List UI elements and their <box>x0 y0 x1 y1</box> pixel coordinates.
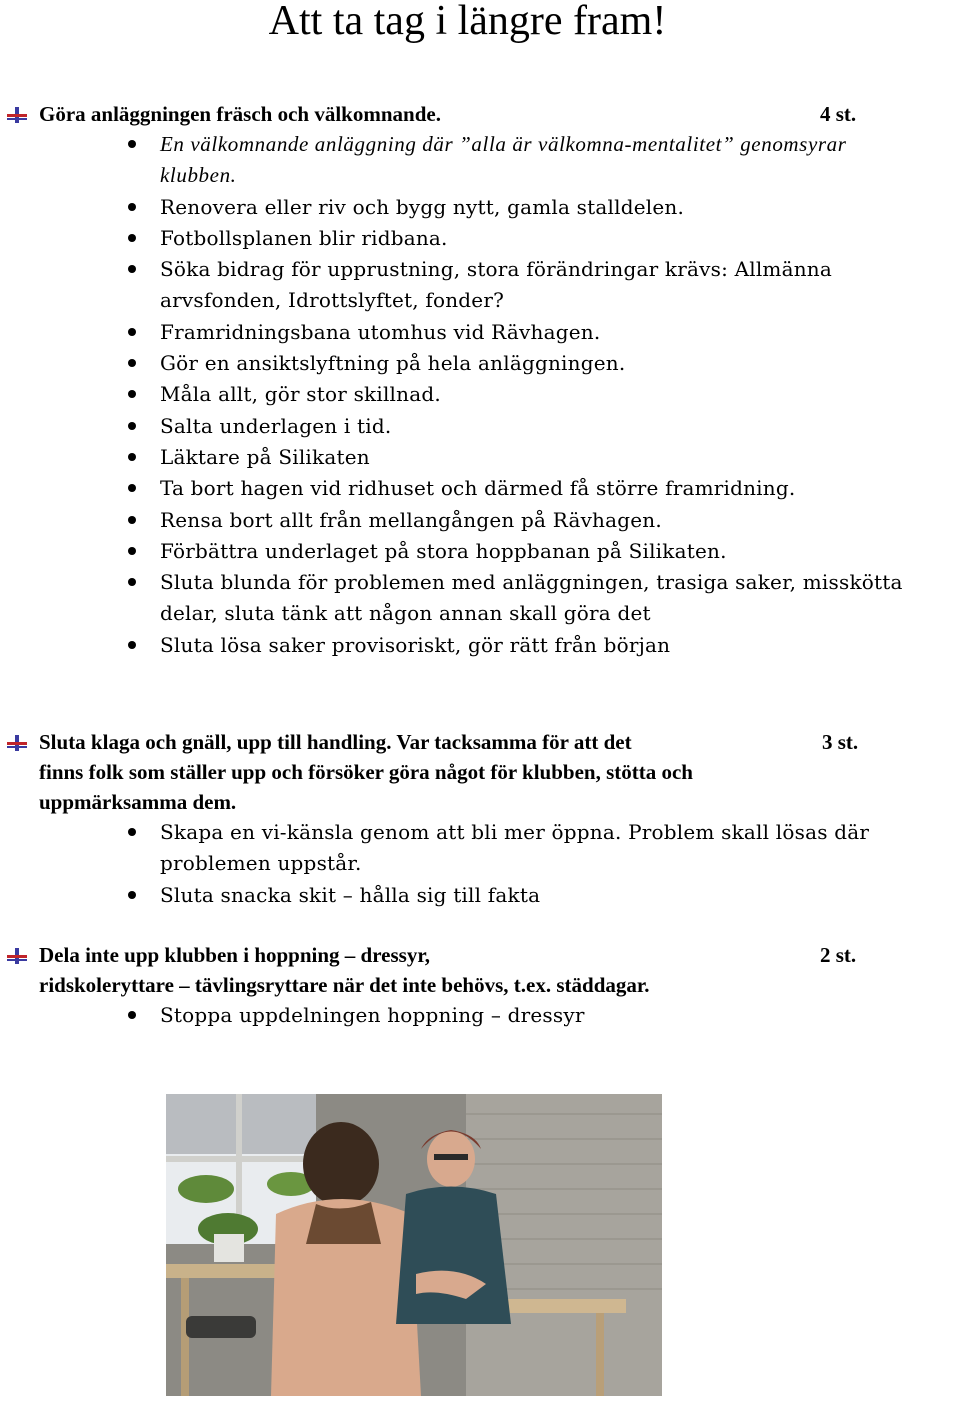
photo-illustration <box>166 1094 662 1396</box>
bullet-icon <box>128 578 136 586</box>
flag-arrow-icon <box>7 735 29 751</box>
list-item: Salta underlagen i tid. <box>0 411 960 442</box>
list-item: Måla allt, gör stor skillnad. <box>0 379 960 410</box>
list-item: Ta bort hagen vid ridhuset och därmed få större framridning. <box>0 473 960 504</box>
heading-line: ridskoleryttare – tävlingsryttare när det inte behövs, t.ex. städdagar. <box>39 973 650 997</box>
vote-count: 3 st. <box>822 730 859 754</box>
heading-line: Dela inte upp klubben i hoppning – dressyr, <box>39 943 430 967</box>
section-heading <box>0 940 960 1000</box>
bullet-icon <box>128 1011 136 1019</box>
section-unity <box>0 940 960 1031</box>
list-item: Förbättra underlaget på stora hoppbanan på Silikaten. <box>0 536 960 567</box>
vote-count: 2 st. <box>820 943 857 967</box>
list-item: Rensa bort allt från mellangången på Rävhagen. <box>0 505 960 536</box>
bullet-icon <box>128 422 136 430</box>
vote-count: 4 st. <box>820 102 857 126</box>
bullet-icon <box>128 234 136 242</box>
list-item: Stoppa uppdelningen hoppning – dressyr <box>0 1000 960 1031</box>
section-facility <box>0 99 960 661</box>
section-heading <box>0 99 960 129</box>
bullet-icon <box>128 390 136 398</box>
list-item: Söka bidrag för upprustning, stora förändringar krävs: Allmänna arvsfonden, Idrottslyftet, fonder? <box>0 254 960 317</box>
section-attitude <box>0 727 960 911</box>
bullet-icon <box>128 484 136 492</box>
bullet-icon <box>128 453 136 461</box>
bullet-icon <box>128 359 136 367</box>
heading-line: uppmärksamma dem. <box>39 790 237 814</box>
list-item: Renovera eller riv och bygg nytt, gamla stalldelen. <box>0 192 960 223</box>
list-item: En välkomnande anläggning där ”alla är välkomna-mentalitet” genomsyrar klubben. <box>0 129 960 192</box>
bullet-icon <box>128 547 136 555</box>
bullet-list <box>0 129 960 661</box>
section-heading <box>0 727 960 817</box>
bullet-list <box>0 1000 960 1031</box>
bullet-list <box>0 817 960 911</box>
flag-arrow-icon <box>7 107 29 123</box>
bullet-icon <box>128 891 136 899</box>
list-item: Sluta snacka skit – hålla sig till fakta <box>0 880 960 911</box>
bullet-icon <box>128 140 136 148</box>
bullet-icon <box>128 828 136 836</box>
heading-line: Göra anläggningen fräsch och välkomnande. <box>39 102 441 126</box>
heading-line: finns folk som ställer upp och försöker göra något för klubben, stötta och <box>39 760 693 784</box>
heading-line: Sluta klaga och gnäll, upp till handling. Var tacksamma för att det <box>39 730 632 754</box>
list-item: Sluta blunda för problemen med anläggningen, trasiga saker, misskötta delar, sluta tänk att någon annan skall göra det <box>0 567 960 630</box>
list-item: Sluta lösa saker provisoriskt, gör rätt från början <box>0 630 960 661</box>
flag-arrow-icon <box>7 948 29 964</box>
list-item: Fotbollsplanen blir ridbana. <box>0 223 960 254</box>
page-title: Att ta tag i längre fram! <box>268 0 667 44</box>
bullet-icon <box>128 516 136 524</box>
bullet-icon <box>128 328 136 336</box>
bullet-icon <box>128 641 136 649</box>
two-people-at-cafe-table-photo <box>166 1094 662 1396</box>
list-item: Framridningsbana utomhus vid Rävhagen. <box>0 317 960 348</box>
list-item: Läktare på Silikaten <box>0 442 960 473</box>
list-item: Skapa en vi-känsla genom att bli mer öppna. Problem skall lösas där problemen uppstår. <box>0 817 960 880</box>
bullet-icon <box>128 203 136 211</box>
bullet-icon <box>128 265 136 273</box>
list-item: Gör en ansiktslyftning på hela anläggningen. <box>0 348 960 379</box>
